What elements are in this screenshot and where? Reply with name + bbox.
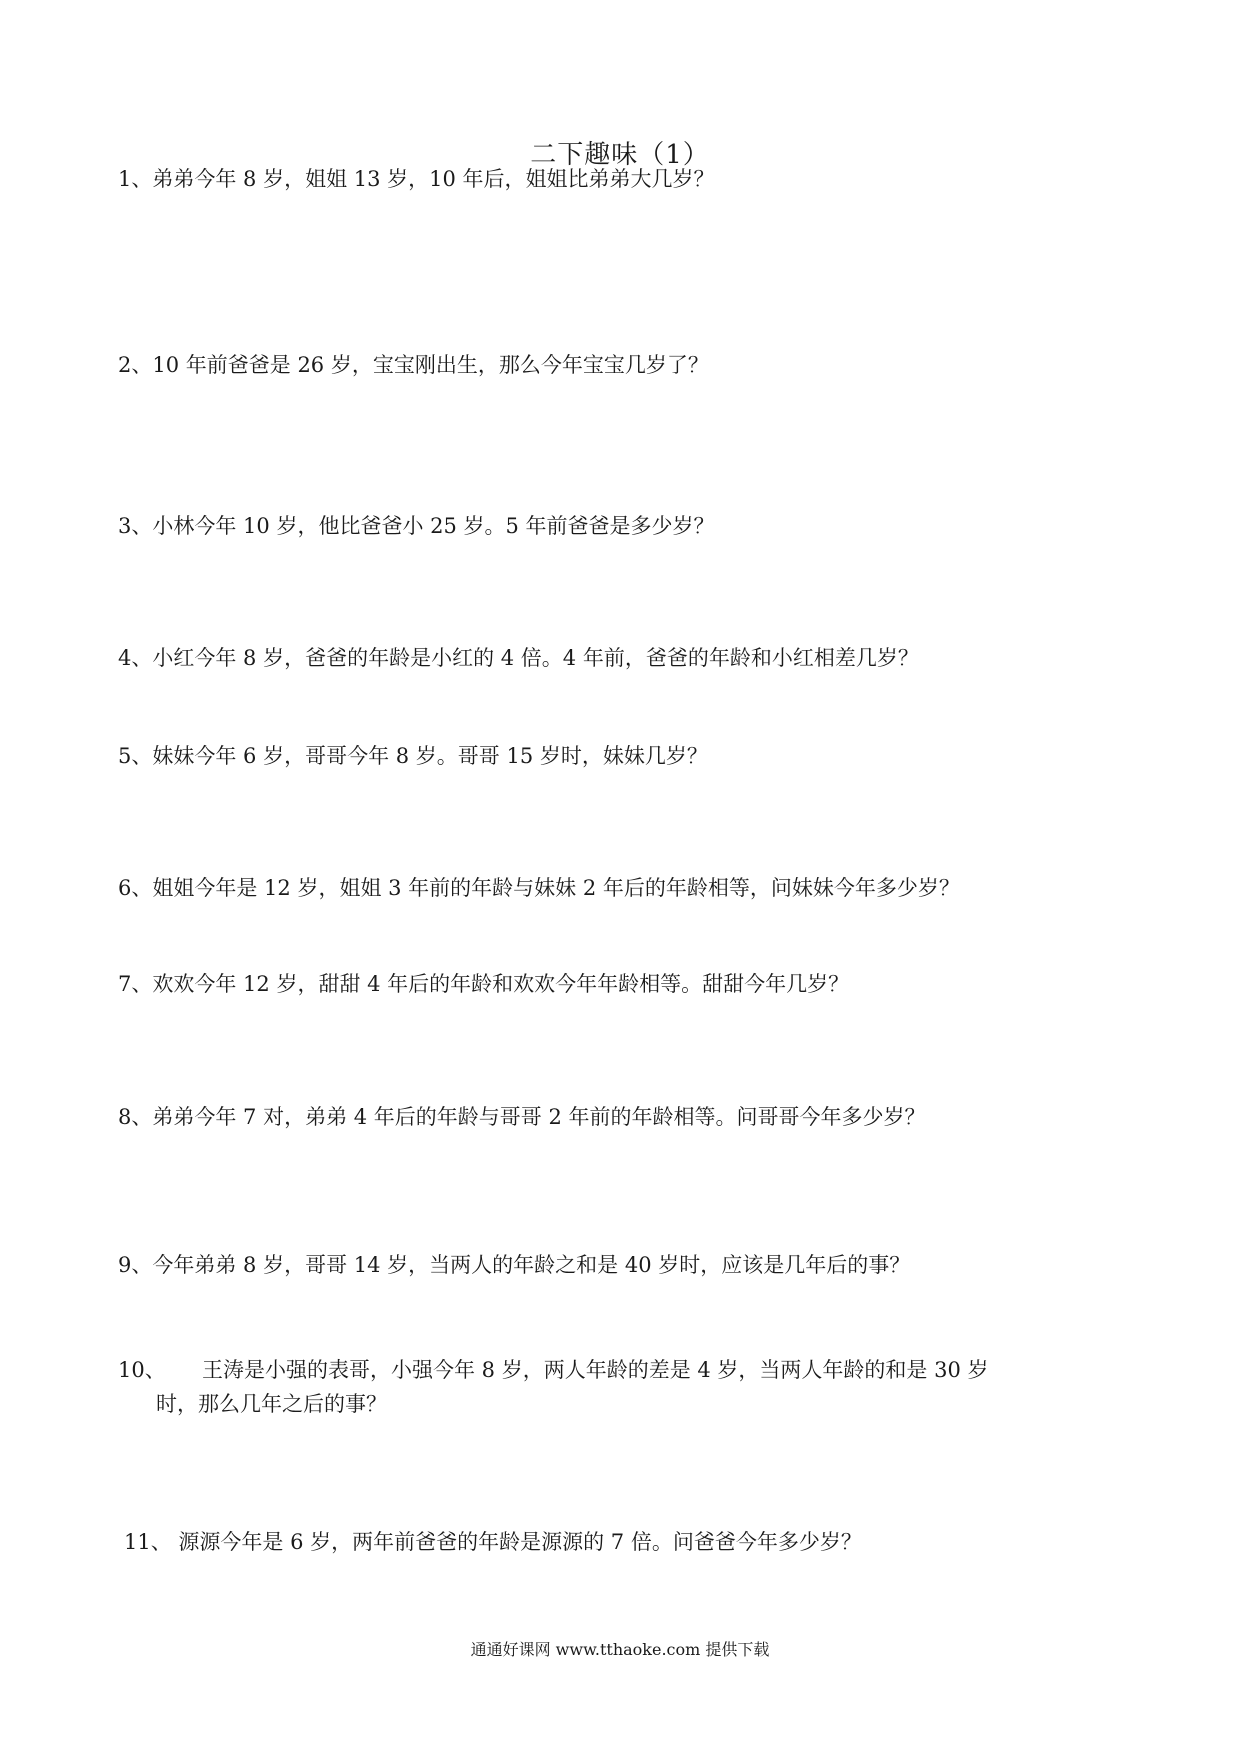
question-text: 姐姐今年是 12 岁，姐姐 3 年前的年龄与妹妹 2 年后的年龄相等，问妹妹今年多少岁？	[152, 876, 960, 900]
question-text: 小林今年 10 岁，他比爸爸小 25 岁。5 年前爸爸是多少岁？	[152, 514, 715, 538]
question-number: 8、	[118, 1105, 153, 1129]
question-number: 10、	[118, 1358, 166, 1382]
question-number: 5、	[118, 744, 153, 768]
question-1	[118, 162, 1138, 196]
question-text: 欢欢今年 12 岁，甜甜 4 年后的年龄和欢欢今年年龄相等。甜甜今年几岁？	[152, 972, 850, 996]
question-2	[118, 348, 1138, 382]
question-number: 4、	[118, 646, 153, 670]
question-5	[118, 739, 1138, 773]
question-number: 3、	[118, 514, 153, 538]
question-6	[118, 871, 1138, 905]
question-4	[118, 641, 1138, 675]
question-3	[118, 509, 1138, 543]
question-text: 源源今年是 6 岁，两年前爸爸的年龄是源源的 7 倍。问爸爸今年多少岁？	[178, 1530, 862, 1554]
question-text: 10 年前爸爸是 26 岁，宝宝刚出生，那么今年宝宝几岁了？	[152, 353, 709, 377]
question-11	[124, 1525, 1144, 1559]
question-number: 2、	[118, 353, 153, 377]
page-title: 二下趣味（1）	[530, 140, 710, 170]
question-text: 弟弟今年 8 岁，姐姐 13 岁，10 年后，姐姐比弟弟大几岁？	[152, 167, 715, 191]
question-8	[118, 1100, 1138, 1134]
question-number: 6、	[118, 876, 153, 900]
question-text: 妹妹今年 6 岁，哥哥今年 8 岁。哥哥 15 岁时，妹妹几岁？	[152, 744, 708, 768]
question-number: 11、	[124, 1530, 172, 1554]
question-text: 弟弟今年 7 对，弟弟 4 年后的年龄与哥哥 2 年前的年龄相等。问哥哥今年多少岁？	[152, 1105, 926, 1129]
question-text: 今年弟弟 8 岁，哥哥 14 岁，当两人的年龄之和是 40 岁时，应该是几年后的事？	[152, 1253, 911, 1277]
question-text: 小红今年 8 岁，爸爸的年龄是小红的 4 倍。4 年前，爸爸的年龄和小红相差几岁？	[152, 646, 919, 670]
question-text-continuation: 时，那么几年之后的事？	[156, 1392, 387, 1416]
question-number: 1、	[118, 167, 153, 191]
footer-credit: 通通好课网 www.tthaoke.com 提供下载	[470, 1640, 770, 1659]
question-number: 7、	[118, 972, 153, 996]
question-10	[118, 1353, 1138, 1421]
question-text: 王涛是小强的表哥，小强今年 8 岁，两人年龄的差是 4 岁，当两人年龄的和是 30 岁	[202, 1358, 989, 1382]
question-7	[118, 967, 1138, 1001]
question-number: 9、	[118, 1253, 153, 1277]
question-9	[118, 1248, 1138, 1282]
